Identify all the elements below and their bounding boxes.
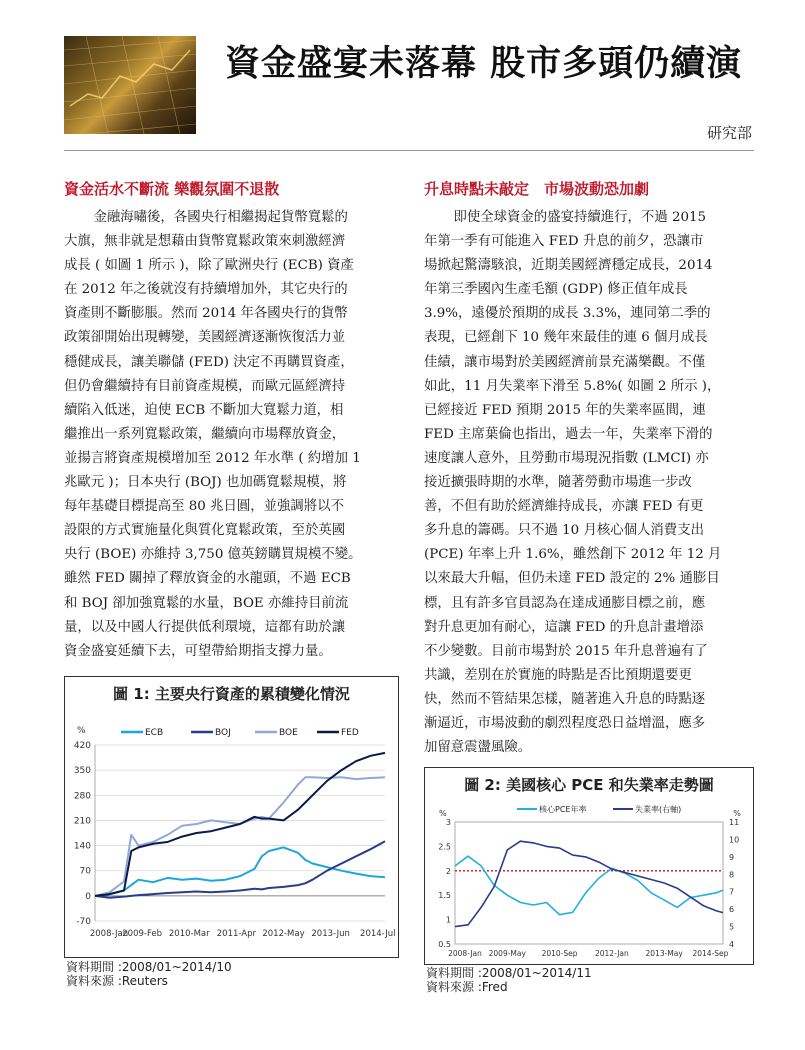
left-text-line: 設限的方式實施量化與質化寬鬆政策，至於英國 xyxy=(64,523,346,539)
right-text-line: 如此，11 月失業率下滑至 5.8%( 如圖 2 所示 )， xyxy=(424,378,721,394)
left-text-line: 政策卻開始出現轉變，美國經濟逐漸恢復活力並 xyxy=(64,330,346,346)
chart2-right-tick-label: 7 xyxy=(729,887,735,897)
right-text-line: 年第三季國內生產毛額 (GDP) 修正值年成長 xyxy=(424,282,688,298)
chart2-x-tick-label: 2009-May xyxy=(488,949,526,958)
chart2-left-tick-label: 1 xyxy=(445,915,451,925)
right-text-line: 年第一季有可能進入 FED 升息的前夕，恐讓市 xyxy=(424,234,704,250)
header-stock-board-image xyxy=(64,36,196,134)
left-text-line: 在 2012 年之後就沒有持續增加外，其它央行的 xyxy=(64,282,348,298)
chart2-right-unit: % xyxy=(733,809,741,818)
chart1-y-tick-label: -70 xyxy=(76,917,91,927)
left-text-line: 量，以及中國人行提供低利環境，這都有助於讓 xyxy=(64,619,346,635)
chart2-x-tick-label: 2010-Sep xyxy=(541,949,578,958)
chart2-right-tick-label: 10 xyxy=(729,835,740,845)
chart1-y-tick-label: 350 xyxy=(73,766,91,777)
right-text-line: 已經接近 FED 預期 2015 年的失業率區間，連 xyxy=(424,402,706,418)
chart2-right-tick-label: 8 xyxy=(729,870,735,880)
chart1-box xyxy=(64,676,399,958)
department-label: 研究部 xyxy=(706,124,752,142)
chart2-series-line-right xyxy=(455,841,723,926)
right-text-line: 多升息的籌碼。只不過 10 月核心個人消費支出 xyxy=(424,523,704,539)
chart1-x-tick-label: 2010-Mar xyxy=(168,929,210,939)
right-article-body xyxy=(424,206,754,760)
right-text-line: 共識，差別在於實施的時點是否比預期還要更 xyxy=(424,667,692,683)
right-text-line: 加留意震盪風險。 xyxy=(424,740,532,756)
chart2-x-tick-label: 2014-Sep xyxy=(692,949,729,958)
chart1-y-tick-label: 280 xyxy=(73,791,91,802)
right-text-line: 不少變數。目前市場對於 2015 年升息普遍有了 xyxy=(424,643,708,659)
chart1-title: 圖 1: 主要央行資產的累積變化情況 xyxy=(113,685,350,703)
chart2-title: 圖 2: 美國核心 PCE 和失業率走勢圖 xyxy=(464,776,714,794)
chart1-plot xyxy=(65,705,398,957)
right-text-line: 善，不但有助於經濟維持成長，亦讓 FED 有更 xyxy=(424,499,704,515)
page-title: 資金盛宴未落幕 股市多頭仍續演 xyxy=(225,44,743,84)
chart1-y-tick-label: 140 xyxy=(73,841,91,852)
chart2-box xyxy=(424,767,754,965)
right-text-line: 以來最大升幅，但仍未達 FED 設定的 2% 通膨目 xyxy=(424,571,720,587)
chart2-left-unit: % xyxy=(439,809,447,818)
chart1-x-tick-label: 2008-Jan xyxy=(89,929,129,939)
chart2-left-tick-label: 1.5 xyxy=(438,891,451,901)
chart1-source: 資料來源 :Reuters xyxy=(66,974,168,988)
right-text-line: 對升息更加有耐心，這讓 FED 的升息計畫增添 xyxy=(424,619,704,635)
right-text-line: 即使全球資金的盛宴持續進行，不過 2015 xyxy=(453,210,707,225)
chart1-legend-label: ECB xyxy=(145,728,164,738)
chart1-series-line-boj xyxy=(95,841,385,897)
right-text-line: 快，然而不管結果怎樣，隨著進入升息的時點逐 xyxy=(424,691,706,707)
left-text-line: 成長 ( 如圖 1 所示 )，除了歐洲央行 (ECB) 資產 xyxy=(64,258,354,274)
right-text-line: 漸逼近，市場波動的劇烈程度恐日益增溫，應多 xyxy=(424,715,706,731)
chart2-left-tick-label: 3 xyxy=(445,818,451,827)
chart1-x-tick-label: 2012-May xyxy=(262,929,305,939)
stock-board-graphic xyxy=(64,36,196,134)
chart2-x-tick-label: 2012-Jan xyxy=(594,949,629,958)
right-text-line: 接近擴張時期的水準，隨著勞動市場進一步改 xyxy=(424,475,692,491)
chart1-y-unit: % xyxy=(77,726,86,736)
chart2-legend-label: 失業率(右軸) xyxy=(635,805,682,814)
right-text-line: FED 主席葉倫也指出，過去一年，失業率下滑的 xyxy=(424,426,713,442)
left-text-line: 繼推出一系列寬鬆政策，繼續向市場釋放資金， xyxy=(64,426,346,442)
right-text-line: 佳績，讓市場對於美國經濟前景充滿樂觀。不僅 xyxy=(424,354,706,370)
chart1-x-tick-label: 2009-Feb xyxy=(122,929,162,939)
chart1-period: 資料期間 :2008/01~2014/10 xyxy=(66,960,232,974)
left-text-line: 大旗，無非就是想藉由貨幣寬鬆政策來刺激經濟 xyxy=(64,234,346,250)
chart2-x-tick-label: 2008-Jan xyxy=(448,949,482,958)
chart1-x-tick-label: 2011-Apr xyxy=(216,929,256,939)
right-text-line: 場掀起驚濤駭浪，近期美國經濟穩定成長，2014 xyxy=(424,258,713,274)
header-divider xyxy=(64,150,754,151)
chart2-left-tick-label: 0.5 xyxy=(438,940,451,949)
left-text-line: 雖然 FED 關掉了釋放資金的水龍頭，不過 ECB xyxy=(64,571,351,587)
chart1-series-line-ecb xyxy=(95,847,385,896)
chart1-legend-label: FED xyxy=(341,728,359,738)
left-text-line: 央行 (BOE) 亦維持 3,750 億英鎊購買規模不變。 xyxy=(64,547,362,563)
left-text-line: 但仍會繼續持有目前資產規模，而歐元區經濟持 xyxy=(64,378,346,394)
chart2-source: 資料來源 :Fred xyxy=(426,980,508,994)
right-text-line: 速度讓人意外，且勞動市場現況指數 (LMCI) 亦 xyxy=(424,450,709,466)
chart2-plot xyxy=(425,794,753,964)
left-text-line: 並揚言將資產規模增加至 2012 年水準 ( 約增加 1 xyxy=(64,450,361,466)
left-article-body xyxy=(64,206,394,664)
left-text-line: 兆歐元 )；日本央行 (BOJ) 也加碼寬鬆規模，將 xyxy=(64,475,347,491)
chart2-legend-label: 核心PCE年率 xyxy=(539,805,587,814)
chart1-y-tick-label: 210 xyxy=(73,816,91,827)
chart1-x-tick-label: 2013-Jun xyxy=(311,929,350,939)
chart1-x-tick-label: 2014-Jul xyxy=(360,929,396,939)
chart2-left-tick-label: 2.5 xyxy=(438,842,451,852)
right-section-heading: 升息時點未敲定 市場波動恐加劇 xyxy=(424,180,650,198)
right-text-line: 3.9%，遠優於預期的成長 3.3%，連同第二季的 xyxy=(424,306,711,322)
chart1-y-tick-label: 420 xyxy=(73,741,91,751)
right-text-line: (PCE) 年率上升 1.6%，雖然創下 2012 年 12 月 xyxy=(424,547,722,563)
left-text-line: 資產則不斷膨脹。然而 2014 年各國央行的貨幣 xyxy=(64,306,348,322)
chart2-right-tick-label: 5 xyxy=(729,922,735,932)
chart1-legend-label: BOE xyxy=(279,728,298,738)
chart1-series-line-fed xyxy=(95,753,385,896)
right-text-line: 表現，已經創下 10 幾年來最佳的連 6 個月成長 xyxy=(424,330,708,346)
left-text-line: 和 BOJ 卻加強寬鬆的水量，BOE 亦維持目前流 xyxy=(64,595,349,611)
chart2-right-tick-label: 9 xyxy=(729,852,735,862)
chart2-period: 資料期間 :2008/01~2014/11 xyxy=(426,966,592,980)
left-section-heading: 資金活水不斷流 樂觀氛圍不退散 xyxy=(64,180,280,198)
chart2-left-tick-label: 2 xyxy=(445,866,451,876)
chart2-right-tick-label: 6 xyxy=(729,905,735,915)
chart2-right-tick-label: 11 xyxy=(729,818,740,827)
left-text-line: 資金盛宴延續下去，可望帶給期指支撐力量。 xyxy=(64,643,332,659)
left-text-line: 穩健成長，讓美聯儲 (FED) 決定不再購買資產， xyxy=(64,354,354,370)
left-text-line: 續陷入低迷，迫使 ECB 不斷加大寬鬆力道，相 xyxy=(64,402,344,418)
left-text-line: 金融海嘯後，各國央行相繼揭起貨幣寬鬆的 xyxy=(93,210,348,225)
chart1-y-tick-label: 0 xyxy=(85,891,91,902)
left-text-line: 每年基礎目標提高至 80 兆日圓，並強調將以不 xyxy=(64,499,344,515)
chart2-right-tick-label: 4 xyxy=(729,940,735,949)
chart1-legend-label: BOJ xyxy=(215,728,231,738)
chart2-x-tick-label: 2013-May xyxy=(645,949,683,958)
right-text-line: 標，且有許多官員認為在達成通膨目標之前，應 xyxy=(424,595,706,611)
chart1-y-tick-label: 70 xyxy=(79,866,91,877)
